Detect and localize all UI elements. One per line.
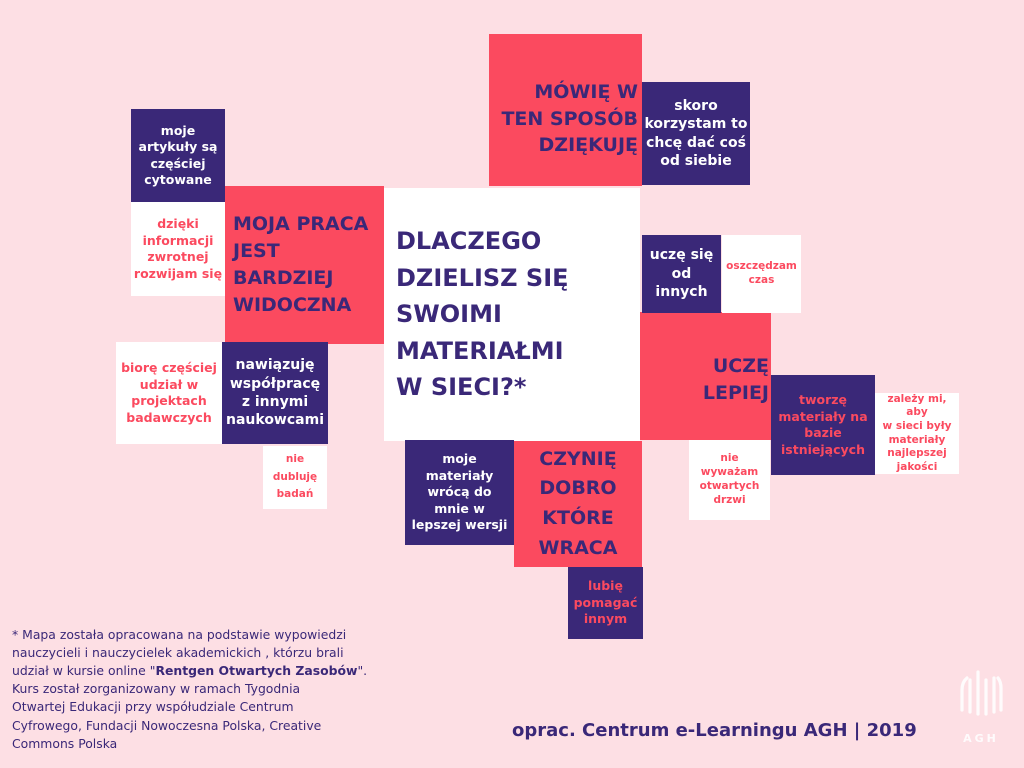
box-line: najlepszej xyxy=(887,447,947,460)
box-line: projektach xyxy=(131,393,207,408)
box-lubie-pomagac xyxy=(568,567,643,639)
box-line: bazie xyxy=(804,425,842,440)
box-line: moje xyxy=(160,122,196,138)
box-line: czas xyxy=(748,274,775,286)
footnote-line: Otwartej Edukacji przy współudziale Centrum xyxy=(12,699,294,715)
box-line: chcę dać coś xyxy=(646,134,746,151)
box-ucze-lepiej xyxy=(640,312,771,440)
box-line: oszczędzam xyxy=(726,260,797,273)
box-line: KTÓRE xyxy=(542,507,614,529)
box-line: materiały xyxy=(888,433,946,446)
central-question-box xyxy=(384,188,640,441)
footnote-line: * Mapa została opracowana na podstawie wypowiedzi xyxy=(12,627,347,642)
box-line: z innymi xyxy=(241,394,309,410)
central-question-line: W SIECI?* xyxy=(396,373,527,402)
box-line: od xyxy=(671,265,692,282)
agh-logo-text: AGH xyxy=(963,732,999,745)
box-line: biorę częściej xyxy=(121,360,217,375)
footnote xyxy=(12,626,392,753)
box-line: udział w xyxy=(139,376,199,392)
box-line: częściej xyxy=(150,155,206,171)
box-line: informacji xyxy=(142,232,214,248)
box-line: drzwi xyxy=(713,493,746,506)
box-mowie-dziekuje xyxy=(489,34,642,186)
box-nie-wywazam xyxy=(689,440,770,520)
box-line: WRACA xyxy=(538,536,618,559)
box-line: TEN SPOSÓB xyxy=(501,107,638,130)
box-line: MÓWIĘ W xyxy=(534,80,638,103)
box-line: materiały xyxy=(425,467,494,483)
box-najlepsza-jakosc xyxy=(875,393,959,474)
box-moja-praca xyxy=(225,186,384,344)
box-line: WIDOCZNA xyxy=(233,293,352,316)
box-line: w sieci były xyxy=(882,419,952,432)
box-line: lepszej wersji xyxy=(411,517,508,533)
box-line: naukowcami xyxy=(226,412,324,429)
box-line: uczę się xyxy=(649,247,714,264)
course-name: Rentgen Otwartych Zasobów xyxy=(155,663,358,679)
box-line: nawiązuję xyxy=(235,357,315,374)
box-line: dzięki xyxy=(157,216,199,231)
agh-logo-icon xyxy=(958,668,1004,748)
agh-logo xyxy=(958,668,1004,748)
box-artykuly-cytowane xyxy=(131,109,225,202)
box-line: zależy mi, aby xyxy=(887,392,947,419)
box-projekty-badawcze xyxy=(116,342,222,444)
footnote-line: Cyfrowego, Fundacji Nowoczesna Polska, Creative xyxy=(12,717,322,733)
box-line: moje xyxy=(442,451,477,467)
footnote-line: nauczycieli i nauczycielek akademickich , którzu brali xyxy=(12,645,344,661)
box-ucze-sie-od-innych xyxy=(642,235,721,313)
footnote-text: ". xyxy=(357,663,368,679)
box-line: materiały na xyxy=(778,408,868,424)
box-line: DZIĘKUJĘ xyxy=(538,134,638,157)
box-line: badań xyxy=(276,488,314,501)
box-czynie-dobro xyxy=(514,441,642,567)
box-line: MOJA PRACA xyxy=(233,213,369,236)
box-line: nie xyxy=(285,452,305,465)
box-line: tworzę xyxy=(798,392,848,407)
box-informacja-zwrotna xyxy=(131,202,225,296)
box-tworze-materialy xyxy=(771,375,875,475)
box-line: korzystam to xyxy=(644,116,748,133)
box-line: pomagać xyxy=(573,594,638,610)
box-skoro-korzystam xyxy=(642,82,750,185)
box-line: jakości xyxy=(896,460,938,473)
box-wspolpraca xyxy=(222,342,328,444)
central-question-line: DZIELISZ SIĘ xyxy=(396,263,569,292)
box-line: otwartych xyxy=(699,480,760,492)
box-line: LEPIEJ xyxy=(702,382,769,404)
box-materialy-wroca xyxy=(405,440,514,545)
box-line: istniejących xyxy=(781,441,865,457)
box-line: CZYNIĘ xyxy=(539,447,617,470)
box-line: współpracę xyxy=(229,375,321,392)
box-line: lubię xyxy=(588,578,623,594)
box-line: DOBRO xyxy=(539,477,617,500)
box-line: wrócą do xyxy=(427,484,492,500)
footnote-text: udział w kursie online " xyxy=(12,663,156,679)
box-nie-dubluje xyxy=(263,446,327,509)
credit-line: oprac. Centrum e-Learningu AGH | 2019 xyxy=(512,720,917,741)
box-oszczedzam-czas xyxy=(722,235,801,313)
central-question-line: DLACZEGO xyxy=(396,227,542,256)
footnote-line xyxy=(12,662,392,680)
central-question-line: SWOIMI xyxy=(396,300,502,329)
box-line: JEST xyxy=(233,240,280,263)
box-line: dubluję xyxy=(272,470,318,483)
box-line: cytowane xyxy=(144,172,212,187)
box-line: innych xyxy=(655,284,708,301)
box-line: wyważam xyxy=(700,466,759,479)
box-line: mnie w xyxy=(434,500,485,516)
footnote-line: Commons Polska xyxy=(12,735,118,751)
box-line: od siebie xyxy=(660,152,732,169)
box-line: badawczych xyxy=(126,409,212,425)
box-line: BARDZIEJ xyxy=(233,267,334,289)
box-line: innym xyxy=(583,611,628,627)
box-line: rozwijam się xyxy=(133,265,223,281)
box-line: UCZĘ xyxy=(712,355,769,378)
box-line: skoro xyxy=(674,97,718,114)
footnote-line: Kurs został zorganizowany w ramach Tygodnia xyxy=(12,681,301,697)
box-line: nie xyxy=(720,452,739,465)
box-line: zwrotnej xyxy=(147,249,209,264)
central-question-line: MATERIAŁMI xyxy=(396,336,564,365)
box-line: artykuły są xyxy=(138,139,218,154)
